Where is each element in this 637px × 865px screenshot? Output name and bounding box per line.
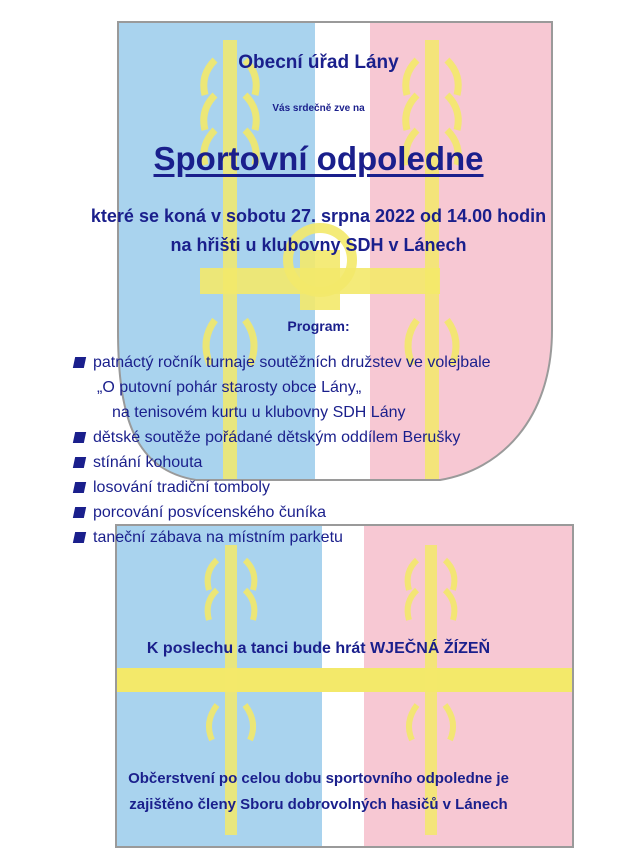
event-title	[0, 140, 637, 178]
program-heading: Program:	[287, 318, 350, 334]
program-item-text: na tenisovém kurtu u klubovny SDH Lány	[112, 404, 406, 421]
bullet-icon	[73, 532, 86, 543]
program-item-text: losování tradiční tomboly	[93, 479, 270, 496]
program-item-text: taneční zábava na místním parketu	[93, 529, 343, 546]
refreshments-line-1: Občerstvení po celou dobu sportovního odpoledne je	[128, 770, 509, 787]
invitation-text: Vás srdečně zve na	[272, 103, 365, 114]
program-item	[74, 477, 614, 502]
bullet-icon	[73, 432, 86, 443]
refreshments-line-2: zajištěno členy Sboru dobrovolných hasičů v Lánech	[129, 796, 508, 813]
music-announcement: K poslechu a tanci bude hrát WJEČNÁ ŽÍZEŇ	[146, 640, 491, 657]
program-item-continuation	[74, 377, 614, 402]
program-item-text: patnáctý ročník turnaje soutěžních družstev ve volejbale	[93, 354, 491, 371]
bullet-icon	[73, 457, 86, 468]
event-location: na hřišti u klubovny SDH v Lánech	[170, 235, 467, 255]
program-item-text: „O putovní pohár starosty obce Lány„	[97, 379, 362, 396]
program-item	[74, 427, 614, 452]
program-item-text: stínání kohouta	[93, 454, 203, 471]
program-item-text: dětské soutěže pořádané dětským oddílem Berušky	[93, 429, 461, 446]
program-item	[74, 527, 614, 552]
program-item	[74, 352, 614, 377]
program-item-continuation	[74, 402, 614, 427]
organizer-name: Obecní úřad Lány	[238, 52, 399, 73]
program-item-text: porcování posvícenského čuníka	[93, 504, 327, 521]
event-date-time: které se koná v sobotu 27. srpna 2022 od 14.00 hodin	[90, 206, 547, 226]
program-item	[74, 502, 614, 527]
bullet-icon	[73, 357, 86, 368]
event-title-text: Sportovní odpoledne	[153, 140, 484, 177]
bullet-icon	[73, 507, 86, 518]
program-list	[74, 352, 614, 552]
program-item	[74, 452, 614, 477]
bullet-icon	[73, 482, 86, 493]
